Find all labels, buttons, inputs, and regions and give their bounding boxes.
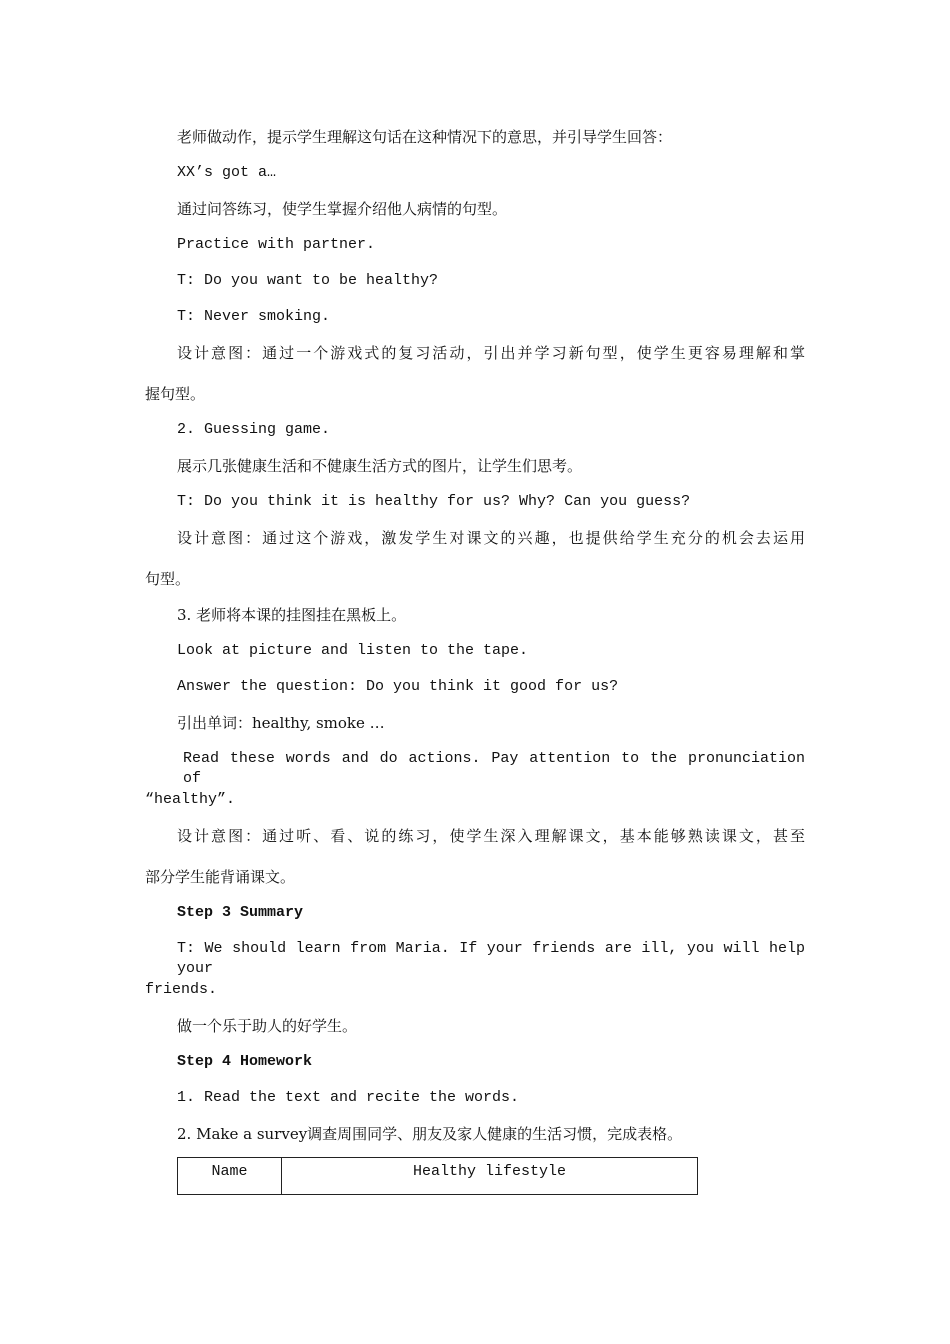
design-intent-line: 设计意图：通过这个游戏，激发学生对课文的兴趣，也提供给学生充分的机会去运用 [177,529,805,547]
step-heading: Step 3 Summary [177,904,304,921]
instruction-line: 做一个乐于助人的好学生。 [177,1017,358,1035]
design-intent-continuation: 握句型。 [145,385,206,403]
homework-item: 2. Make a survey调查周围同学、朋友及家人健康的生活习惯，完成表格。 [177,1125,683,1143]
instruction-line: 老师做动作，提示学生理解这句话在这种情况下的意思，并引导学生回答： [177,128,673,146]
activity-line: Practice with partner. [177,236,376,253]
activity-line: Read these words and do actions. Pay attention to the pronunciation of [183,750,805,787]
vocabulary-line: 引出单词：healthy, smoke … [177,714,385,732]
table-header-name: Name [178,1158,282,1195]
homework-item: 1. Read the text and recite the words. [177,1089,520,1106]
teacher-line: T: Do you want to be healthy? [177,272,439,289]
teacher-line: T: We should learn from Maria. If your friends are ill, you will help your [177,940,805,977]
design-intent-continuation: 句型。 [145,570,191,588]
activity-continuation: “healthy”. [145,791,236,808]
survey-table [177,1157,698,1195]
teacher-line: T: Do you think it is healthy for us? Why? Can you guess? [177,493,691,510]
sentence-pattern-line: XX’s got a… [177,164,277,181]
teacher-line: T: Never smoking. [177,308,331,325]
table-header-lifestyle: Healthy lifestyle [282,1158,698,1195]
instruction-line: 通过问答练习，使学生掌握介绍他人病情的句型。 [177,200,508,218]
instruction-line: 展示几张健康生活和不健康生活方式的图片，让学生们思考。 [177,457,583,475]
design-intent-continuation: 部分学生能背诵课文。 [145,868,296,886]
table-row [178,1158,698,1195]
teacher-line-continuation: friends. [145,981,218,998]
activity-line: Answer the question: Do you think it good for us? [177,678,619,695]
activity-heading: 3. 老师将本课的挂图挂在黑板上。 [177,606,407,624]
step-heading: Step 4 Homework [177,1053,313,1070]
design-intent-line: 设计意图：通过听、看、说的练习，使学生深入理解课文，基本能够熟读课文，甚至 [177,827,805,845]
activity-line: Look at picture and listen to the tape. [177,642,529,659]
design-intent-line: 设计意图：通过一个游戏式的复习活动，引出并学习新句型，使学生更容易理解和掌 [177,344,805,362]
activity-heading: 2. Guessing game. [177,421,331,438]
